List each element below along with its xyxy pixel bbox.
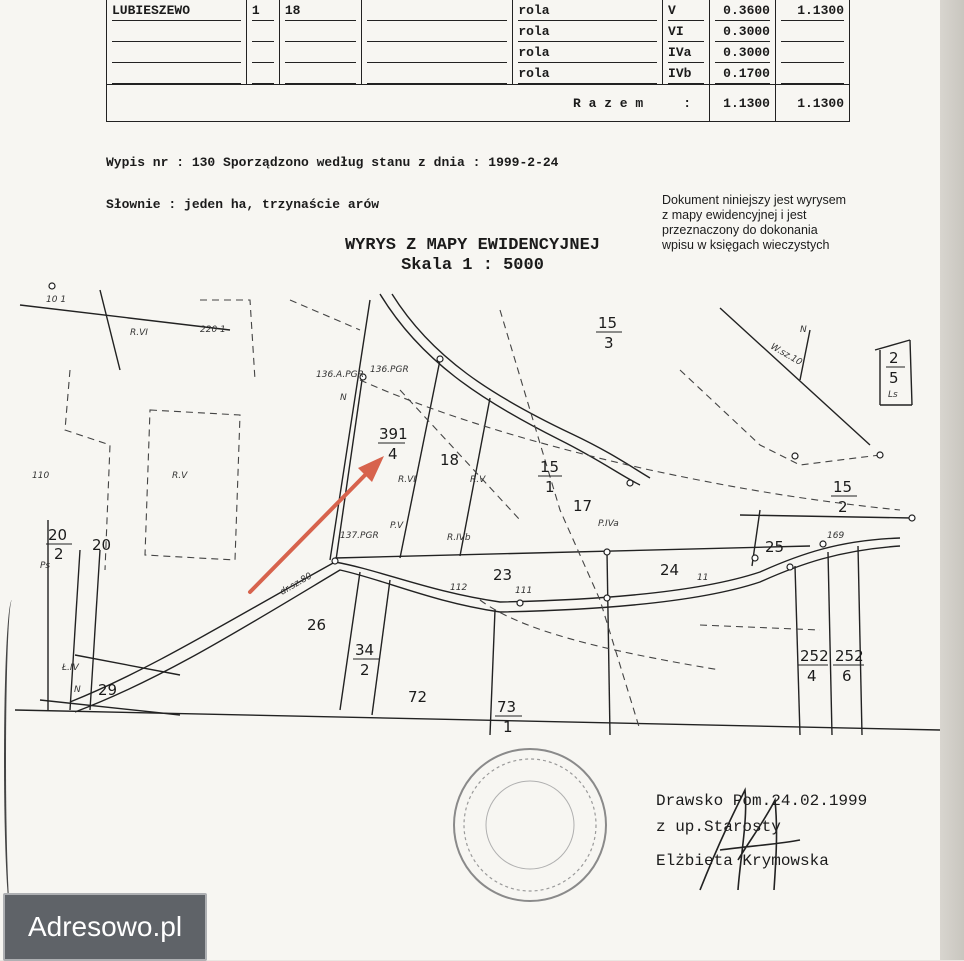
signatory-name: Elżbieta Krymowska [656, 852, 829, 870]
parcel-line [607, 552, 610, 735]
parcel-line [490, 610, 495, 735]
parcel-number-sub: 2 [360, 661, 370, 679]
sum-label: R a z e m [572, 95, 644, 111]
parcel-number: 110 [32, 471, 50, 481]
register-cell-arkusz [246, 0, 279, 21]
register-cell-blank [361, 42, 513, 63]
register-cell-arkusz [246, 42, 279, 63]
parcel-number: 73 [497, 698, 517, 716]
land-class: R.IVb [447, 533, 471, 543]
parcel-line [720, 308, 870, 445]
handwritten-signature [690, 780, 810, 900]
cell-value: 0.3000 [715, 24, 770, 42]
cell-value [367, 24, 508, 42]
cell-value [285, 24, 356, 42]
cell-value [367, 3, 508, 21]
register-cell-blank [361, 0, 513, 21]
cell-value [112, 24, 241, 42]
parcel-number-sub: 1 [545, 478, 555, 496]
map-lines [15, 290, 940, 735]
parcel-number: 29 [98, 681, 118, 699]
register-cell-blank [361, 63, 513, 85]
parcel-number: 72 [408, 688, 428, 706]
parcel-number: 220 1 [200, 325, 226, 335]
parcel-number: 25 [765, 538, 785, 556]
register-cell-pow [710, 63, 776, 85]
cell-value [781, 66, 844, 84]
road-lower [75, 546, 900, 712]
point-label: 137.PGR [340, 531, 379, 541]
map-annotations [40, 325, 844, 695]
parcel-number: 15 [540, 458, 560, 476]
parcel-number-sub: 1 [503, 718, 513, 736]
point-label: 136.A.PGR [316, 370, 364, 380]
land-class: R.VI [130, 328, 148, 338]
sum-colon: : [683, 95, 692, 111]
register-cell-razem [775, 21, 849, 42]
register-cell-obreb [107, 42, 247, 63]
point-label: 112 [450, 583, 468, 593]
official-stamp [450, 745, 610, 905]
dashed-line [400, 390, 520, 520]
land-class: R.VI [398, 475, 416, 485]
note-line: z mapy ewidencyjnej i jest [662, 208, 807, 222]
cell-value: 1 [252, 3, 274, 21]
parcel-number: 24 [660, 561, 680, 579]
cell-value: rola [518, 24, 657, 42]
register-cell-uzytek [513, 0, 663, 21]
parcel-line [740, 515, 912, 518]
register-cell-klasa [663, 0, 710, 21]
cell-value: 18 [285, 3, 356, 21]
watermark-text: Adresowo.pl [27, 911, 183, 942]
parcel-line [910, 340, 912, 405]
cell-value [252, 45, 274, 63]
parcel-number-sub: 2 [54, 545, 64, 563]
register-cell-razem [775, 63, 849, 85]
land-use-code: Ls [888, 390, 898, 400]
land-class: R.V [172, 471, 188, 481]
note-line: przeznaczony do dokonania [662, 223, 818, 237]
parcel-line [100, 290, 120, 370]
register-cell-razem [775, 42, 849, 63]
parcel-number: 391 [379, 425, 408, 443]
register-cell-pow [710, 42, 776, 63]
cell-value: rola [518, 45, 657, 63]
map-symbol: N [800, 325, 807, 335]
parcel-number: 2 [889, 349, 899, 367]
register-cell-obreb [107, 63, 247, 85]
land-class: Ps [40, 561, 51, 571]
dashed-line [290, 300, 360, 330]
parcel-number: 23 [493, 566, 513, 584]
note-line: wpisu w księgach wieczystych [662, 238, 830, 252]
survey-points [49, 283, 915, 606]
parcel-number-sub: 4 [807, 667, 817, 685]
parcel-line [800, 330, 810, 380]
parcel-line [20, 305, 230, 330]
cell-value: 0.3600 [715, 3, 770, 21]
cell-value: 0.3000 [715, 45, 770, 63]
parcel-number-sub: 2 [838, 498, 848, 516]
words-line: Słownie : jeden ha, trzynaście arów [106, 197, 380, 212]
map-symbol: N [74, 685, 81, 695]
register-cell-arkusz [246, 21, 279, 42]
cell-value [285, 45, 356, 63]
register-row [107, 21, 850, 42]
parcel-line [330, 300, 370, 560]
parcel-number: 10 1 [46, 295, 67, 305]
dashed-line [360, 380, 900, 510]
land-class: P.IVa [598, 519, 619, 529]
cell-value: rola [518, 3, 657, 21]
register-cell-pow [710, 21, 776, 42]
cell-value [367, 45, 508, 63]
parcel-number: 26 [307, 616, 327, 634]
dashed-contour [145, 410, 240, 560]
land-register-table [106, 0, 850, 122]
land-class: Ł.IV [62, 663, 79, 673]
parcel-number: 18 [440, 451, 460, 469]
watermark-badge [3, 893, 207, 961]
dashed-line [480, 600, 720, 670]
cell-value [367, 66, 508, 84]
cell-value: rola [518, 66, 657, 84]
note-line: Dokument niniejszy jest wyrysem [662, 193, 847, 207]
register-cell-dzialka [279, 0, 361, 21]
parcel-line [828, 552, 832, 735]
register-cell-dzialka [279, 21, 361, 42]
register-cell-klasa [663, 21, 710, 42]
register-row [107, 42, 850, 63]
parcel-number: 17 [573, 497, 593, 515]
register-cell-dzialka [279, 63, 361, 85]
cell-value: IVb [668, 66, 704, 84]
register-cell-uzytek [513, 42, 663, 63]
cell-value: V [668, 3, 704, 21]
sum-total: 1.1300 [775, 85, 849, 122]
parcel-number: 252 [800, 647, 829, 665]
register-cell-dzialka [279, 42, 361, 63]
map-symbol: N [340, 393, 347, 403]
cell-value: VI [668, 24, 704, 42]
land-class: R.V [470, 475, 486, 485]
cell-value [252, 66, 274, 84]
register-cell-pow [710, 0, 776, 21]
parcel-number-sub: 5 [889, 369, 899, 387]
parcel-line [372, 580, 390, 715]
map-title: WYRYS Z MAPY EWIDENCYJNEJ [344, 236, 601, 255]
cell-value [285, 66, 356, 84]
parcel-number-sub: 4 [388, 445, 398, 463]
road-label: W.sz.10 [768, 341, 804, 368]
dashed-line [500, 310, 640, 730]
parcel-number-sub: 3 [604, 334, 614, 352]
parcel-number: 15 [833, 478, 853, 496]
map-bottom-line [15, 710, 940, 730]
cell-value [112, 66, 241, 84]
road-label: dr.sz.80 [278, 571, 314, 598]
parcel-number: 252 [835, 647, 864, 665]
parcel-number-sub: 6 [842, 667, 852, 685]
register-cell-uzytek [513, 21, 663, 42]
parcel-number: 20 [48, 526, 68, 544]
cell-value [781, 24, 844, 42]
parcel-number: 20 [92, 536, 112, 554]
cell-value: 0.1700 [715, 66, 770, 84]
cell-value: 1.1300 [781, 3, 844, 21]
document-note [662, 193, 892, 253]
point-label: 111 [515, 586, 533, 596]
parcel-line [335, 546, 810, 558]
register-cell-arkusz [246, 63, 279, 85]
register-cell-klasa [663, 63, 710, 85]
register-cell-obreb [107, 21, 247, 42]
register-row [107, 63, 850, 85]
cell-value: LUBIESZEWO [112, 3, 241, 21]
dashed-line [200, 300, 255, 380]
land-class: P.V [390, 521, 404, 531]
dashed-line [700, 625, 820, 630]
parcel-line [400, 360, 440, 558]
dashed-line [680, 370, 880, 465]
cell-value [112, 45, 241, 63]
parcel-number: 34 [355, 641, 375, 659]
point-label: 169 [827, 531, 845, 541]
register-cell-uzytek [513, 63, 663, 85]
register-cell-klasa [663, 42, 710, 63]
extract-line: Wypis nr : 130 Sporządzono według stanu z dnia : 1999-2-24 [106, 155, 559, 170]
parcel-number: 15 [598, 314, 618, 332]
register-cell-obreb [107, 0, 247, 21]
point-label: 136.PGR [370, 365, 409, 375]
road-upper [70, 538, 900, 702]
cell-value [781, 45, 844, 63]
point-label: 11 [697, 573, 709, 583]
sum-row [107, 85, 850, 122]
cell-value: IVa [668, 45, 704, 63]
signatory-office: z up.Starosty [656, 818, 781, 836]
cell-value [252, 24, 274, 42]
sum-area: 1.1300 [710, 85, 776, 122]
cadastral-map [0, 270, 950, 740]
register-cell-razem [775, 0, 849, 21]
register-row [107, 0, 850, 21]
parcel-line [858, 546, 862, 735]
register-cell-blank [361, 21, 513, 42]
place-date: Drawsko Pom.24.02.1999 [656, 792, 868, 810]
map-scale: Skala 1 : 5000 [401, 256, 544, 275]
